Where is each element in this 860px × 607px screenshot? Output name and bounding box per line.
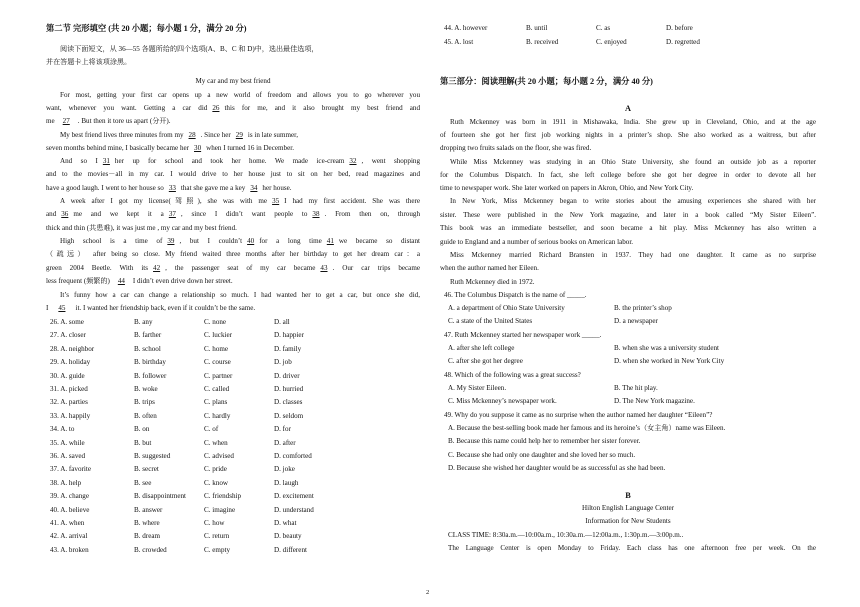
option-choice[interactable]: 29. A. holiday xyxy=(50,358,91,367)
option-choice[interactable]: B. secret xyxy=(134,465,159,474)
option-choice[interactable]: B. until xyxy=(526,24,548,32)
option-choice[interactable]: B. school xyxy=(134,344,161,353)
paragraph-line: It’s funny how a car can change a relationship so much. I had wanted her to get a car, but once she did, xyxy=(60,291,420,299)
option-choice[interactable]: D. laugh xyxy=(274,478,299,487)
paragraph-line: High school is a time of 39 , but I couldn’t 40 for a long time 41 we became so distant xyxy=(60,237,420,245)
passage-label: A xyxy=(625,104,631,113)
option-choice[interactable]: D. beauty xyxy=(274,532,302,541)
blank[interactable]: 41 xyxy=(326,237,334,245)
paragraph-line: thick and thin (共患难), it was just me , my car and my best friend. xyxy=(46,224,237,232)
question-stem: 46. The Columbus Dispatch is the name of _____. xyxy=(444,291,587,299)
option-choice[interactable]: D. different xyxy=(274,545,307,554)
question-stem: 49. Why do you suppose it came as no surprise when the author named her daughter “Eileen”? xyxy=(444,411,713,419)
paragraph-line: CLASS TIME: 8:30a.m.—10:00a.m., 10:30a.m.—12:00a.m., 1:30p.m.—3:00p.m.. xyxy=(448,531,684,539)
answer-option[interactable]: A. My Sister Eileen. xyxy=(448,384,507,392)
option-choice[interactable]: D. all xyxy=(274,318,290,326)
blank[interactable]: 39 xyxy=(167,237,175,245)
paragraph-line: （疏远） after being so close. My friend waited three months after her birthday to get her dream car：a xyxy=(46,250,420,258)
blank[interactable]: 33 xyxy=(168,184,176,192)
option-choice[interactable]: 36. A. saved xyxy=(50,452,86,460)
option-choice[interactable]: 44. A. however xyxy=(444,24,488,32)
answer-option[interactable]: D. a newspaper xyxy=(614,317,658,325)
answer-option[interactable]: C. after she got her degree xyxy=(448,357,523,365)
paragraph-line: have a good laugh. I went to her house so 33 that she gave me a key 34 her house. xyxy=(46,184,292,192)
blank[interactable]: 27 xyxy=(62,117,70,125)
option-choice[interactable]: D. regretted xyxy=(666,37,700,46)
option-choice[interactable]: C. advised xyxy=(204,452,234,460)
option-choice[interactable]: B. suggested xyxy=(134,452,171,460)
answer-option[interactable]: A. Because the best-selling book made her famous and its heroine’s（女主角）name was Eileen. xyxy=(448,424,726,432)
blank[interactable]: 29 xyxy=(235,131,243,139)
option-choice[interactable]: B. birthday xyxy=(134,358,166,367)
option-choice[interactable]: 32. A. parties xyxy=(50,398,88,407)
paragraph-line: and 36 me and we kept it a 37 , since I didn’t want people to 38 . From then on, through xyxy=(46,210,420,218)
blank[interactable]: 28 xyxy=(188,131,196,139)
paragraph-line: guide to England and a number of serious books on American labor. xyxy=(440,238,634,246)
option-choice[interactable]: 34. A. to xyxy=(50,425,75,434)
instructions-line: 并在答题卡上将该项涂黑。 xyxy=(46,58,132,66)
answer-option[interactable]: C. a state of the United States xyxy=(448,317,533,325)
paragraph-line: My best friend lives three minutes from my 28 . Since her 29 is in late summer, xyxy=(60,131,299,139)
blank[interactable]: 44 xyxy=(117,277,125,285)
section-heading: 第三部分：阅读理解(共 20 小题；每小题 2 分，满分 40 分) xyxy=(440,77,653,86)
option-choice[interactable]: C. enjoyed xyxy=(596,37,627,46)
paragraph-line: and to the movies－all in my car. I would drive to her house just to sit on her bed, read magazines and xyxy=(46,170,420,178)
option-choice[interactable]: 38. A. help xyxy=(50,478,82,487)
paragraph-line: Ruth Mckenney was born in 1911 in Mishawaka, India. She grew up in Cleveland, Ohio, and at the age xyxy=(450,118,816,126)
blank[interactable]: 37 xyxy=(168,210,176,218)
option-choice[interactable]: B. farther xyxy=(134,331,162,340)
paragraph-line: In New York, Miss Mckenney began to write stories about the amusing experiences she shared with her xyxy=(450,197,816,205)
answer-option[interactable]: A. after she left college xyxy=(448,344,515,352)
option-choice[interactable]: 28. A. neighbor xyxy=(50,344,95,353)
option-choice[interactable]: D. family xyxy=(274,344,302,353)
option-choice[interactable]: 43. A. broken xyxy=(50,545,89,554)
option-choice[interactable]: 31. A. picked xyxy=(50,385,88,393)
option-choice[interactable]: B. but xyxy=(134,438,152,447)
option-choice[interactable]: D. comforted xyxy=(274,452,312,460)
option-choice[interactable]: 33. A. happily xyxy=(50,411,91,420)
option-choice[interactable]: C. empty xyxy=(204,545,231,554)
answer-option[interactable]: D. The New York magazine. xyxy=(614,397,695,405)
option-choice[interactable]: D. understand xyxy=(274,505,314,514)
option-choice[interactable]: 35. A. while xyxy=(50,438,85,447)
option-choice[interactable]: D. classes xyxy=(274,398,303,407)
option-choice[interactable]: C. none xyxy=(204,318,227,326)
option-choice[interactable]: B. crowded xyxy=(134,545,167,554)
paragraph-line: The Language Center is open Monday to Friday. Each class has one afternoon free per week. On the xyxy=(448,544,816,552)
blank[interactable]: 26 xyxy=(212,104,220,112)
blank[interactable]: 36 xyxy=(61,210,69,218)
option-choice[interactable]: 39. A. change xyxy=(50,492,90,501)
option-choice[interactable]: B. disappointment xyxy=(134,492,187,501)
option-choice[interactable]: C. luckier xyxy=(204,331,232,340)
paragraph-line: me 27 . But then it tore us apart (分开). xyxy=(46,117,171,125)
option-choice[interactable]: B. any xyxy=(134,318,153,326)
option-choice[interactable]: C. as xyxy=(596,24,611,32)
paragraph-line: of fourteen she got her first job working nights in a printer’s shop. She also worked as a waitress, but after xyxy=(440,131,816,139)
passage-label: B xyxy=(625,491,631,500)
paragraph-line: I 45 it. I wanted her friendship back, even if it couldn’t be the same. xyxy=(46,304,256,312)
blank[interactable]: 45 xyxy=(58,304,66,312)
answer-option[interactable]: B. Because this name could help her to remember her sister forever. xyxy=(448,437,641,445)
option-choice[interactable]: B. on xyxy=(134,425,150,434)
option-choice[interactable]: 45. A. lost xyxy=(444,37,474,46)
blank[interactable]: 32 xyxy=(349,157,357,165)
paragraph-line: less frequent (频繁的) 44 I didn’t even drive down her street. xyxy=(46,277,233,285)
answer-option[interactable]: D. Because she wished her daughter would be as successful as she had been. xyxy=(448,464,666,472)
question-stem: 47. Ruth Mckenney started her newspaper work _____. xyxy=(444,331,602,339)
notice-subtitle: Information for New Students xyxy=(585,517,671,525)
paragraph-line: Ruth Mckenney died in 1972. xyxy=(450,278,535,286)
option-choice[interactable]: B. answer xyxy=(134,505,163,514)
paragraph-line: green 2004 Beetle. With its 42 , the passenger seat of my car became 43 . Our car trips became xyxy=(46,264,420,272)
option-choice[interactable]: B. often xyxy=(134,411,157,420)
option-choice[interactable]: B. trips xyxy=(134,398,155,407)
paragraph-line: dropping two fruits salads on the floor, she was fired. xyxy=(440,144,592,152)
blank[interactable]: 31 xyxy=(102,157,110,165)
option-choice[interactable]: D. for xyxy=(274,425,291,434)
option-choice[interactable]: 37. A. favorite xyxy=(50,465,91,474)
option-choice[interactable]: C. partner xyxy=(204,371,233,380)
option-choice[interactable]: D. what xyxy=(274,519,297,527)
option-choice[interactable]: C. how xyxy=(204,519,225,527)
option-choice[interactable]: D. job xyxy=(274,358,292,367)
option-choice[interactable]: B. woke xyxy=(134,385,158,393)
answer-option[interactable]: C. Because she had only one daughter and she loved her so much. xyxy=(448,451,636,459)
option-choice[interactable]: C. imagine xyxy=(204,505,236,514)
paragraph-line: seven months behind mine, I basically became her 30 when I turned 16 in December. xyxy=(46,144,294,152)
option-choice[interactable]: C. when xyxy=(204,438,228,447)
option-choice[interactable]: C. home xyxy=(204,344,229,353)
option-choice[interactable]: C. pride xyxy=(204,465,227,474)
option-choice[interactable]: 27. A. closer xyxy=(50,331,86,340)
question-stem: 48. Which of the following was a great success? xyxy=(444,371,581,379)
blank[interactable]: 43 xyxy=(320,264,328,272)
answer-option[interactable]: C. Miss Mckenney’s newspaper work. xyxy=(448,397,557,405)
blank[interactable]: 34 xyxy=(250,184,258,192)
paragraph-line: While Miss Mckenney was studying in an Ohio State University, she found an outside job as a reporter xyxy=(450,158,816,166)
option-choice[interactable]: 40. A. believe xyxy=(50,505,90,514)
option-choice[interactable]: C. hardly xyxy=(204,411,231,420)
page-number: 2 xyxy=(426,589,430,596)
paragraph-line: A week after I got my license(驾照), she was with me 35 I had my first accident. She was there xyxy=(60,197,421,205)
paragraph-line: For most, getting your first car opens up a new world of freedom and allows you to go wherever you xyxy=(60,91,420,99)
paragraph-line: time to newspaper work. She later worked on papers in Akron, Ohio, and New York City. xyxy=(440,184,694,192)
answer-option[interactable]: B. The hit play. xyxy=(614,384,658,392)
blank[interactable]: 42 xyxy=(153,264,161,272)
section-heading: 第二节 完形填空 (共 20 小题；每小题 1 分，满分 20 分) xyxy=(46,24,247,33)
paragraph-line: Miss Mckenney married Richard Bransten in 1937. They had one daughter. It came as no surprise xyxy=(450,251,816,259)
option-choice[interactable]: B. follower xyxy=(134,371,167,380)
blank[interactable]: 38 xyxy=(312,210,320,218)
option-choice[interactable]: D. driver xyxy=(274,371,300,380)
option-choice[interactable]: D. excitement xyxy=(274,492,314,501)
answer-option[interactable]: B. the printer’s shop xyxy=(614,304,672,312)
option-choice[interactable]: B. see xyxy=(134,478,152,487)
option-choice[interactable]: C. friendship xyxy=(204,492,242,501)
passage-title: My car and my best friend xyxy=(195,77,271,85)
instructions-line: 阅读下面短文，从 36—55 各题所给的四个选项(A、B、C 和 D)中，选出最佳选项， xyxy=(60,45,319,53)
option-choice[interactable]: C. return xyxy=(204,532,230,541)
answer-option[interactable]: D. when she worked in New York City xyxy=(614,357,725,365)
option-choice[interactable]: C. plans xyxy=(204,398,228,407)
option-choice[interactable]: C. called xyxy=(204,385,230,393)
blank[interactable]: 35 xyxy=(272,197,280,205)
option-choice[interactable]: D. happier xyxy=(274,331,304,340)
option-choice[interactable]: B. dream xyxy=(134,532,161,541)
option-choice[interactable]: 42. A. arrival xyxy=(50,532,88,541)
paragraph-line: And so I 31 her up for school and took her home. We made ice-cream 32 , went shopping xyxy=(60,157,421,165)
option-choice[interactable]: 41. A. when xyxy=(50,519,85,527)
option-choice[interactable]: C. know xyxy=(204,478,229,487)
option-choice[interactable]: B. where xyxy=(134,519,160,527)
paragraph-line: sister. These were published in the New York magazine, and later in a book called “My Sister Eileen”. xyxy=(440,211,816,219)
paragraph-line: This book was an immediate bestseller, and soon became a hit play. Miss Mckenney has also written a xyxy=(440,224,816,232)
option-choice[interactable]: D. seldom xyxy=(274,411,304,420)
option-choice[interactable]: 30. A. guide xyxy=(50,371,85,380)
blank[interactable]: 40 xyxy=(247,237,255,245)
option-choice[interactable]: D. before xyxy=(666,24,693,32)
option-choice[interactable]: D. joke xyxy=(274,465,295,474)
option-choice[interactable]: C. of xyxy=(204,425,219,434)
paragraph-line: when the author named her Eileen. xyxy=(440,264,539,272)
option-choice[interactable]: 26. A. some xyxy=(50,318,84,326)
option-choice[interactable]: B. received xyxy=(526,37,559,46)
option-choice[interactable]: D. hurried xyxy=(274,385,304,393)
option-choice[interactable]: D. after xyxy=(274,438,296,447)
blank[interactable]: 30 xyxy=(194,144,202,152)
notice-title: Hilton English Language Center xyxy=(581,504,674,512)
answer-option[interactable]: A. a department of Ohio State University xyxy=(448,304,565,312)
answer-option[interactable]: B. when she was a university student xyxy=(614,344,720,352)
paragraph-line: want, whenever you want. Getting a car did 26 this for me, and it also brought my best friend and xyxy=(46,104,420,112)
option-choice[interactable]: C. course xyxy=(204,358,231,367)
paragraph-line: for the Columbus Dispatch. In fact, she left college before she got her degree in order to devote all her xyxy=(440,171,816,179)
